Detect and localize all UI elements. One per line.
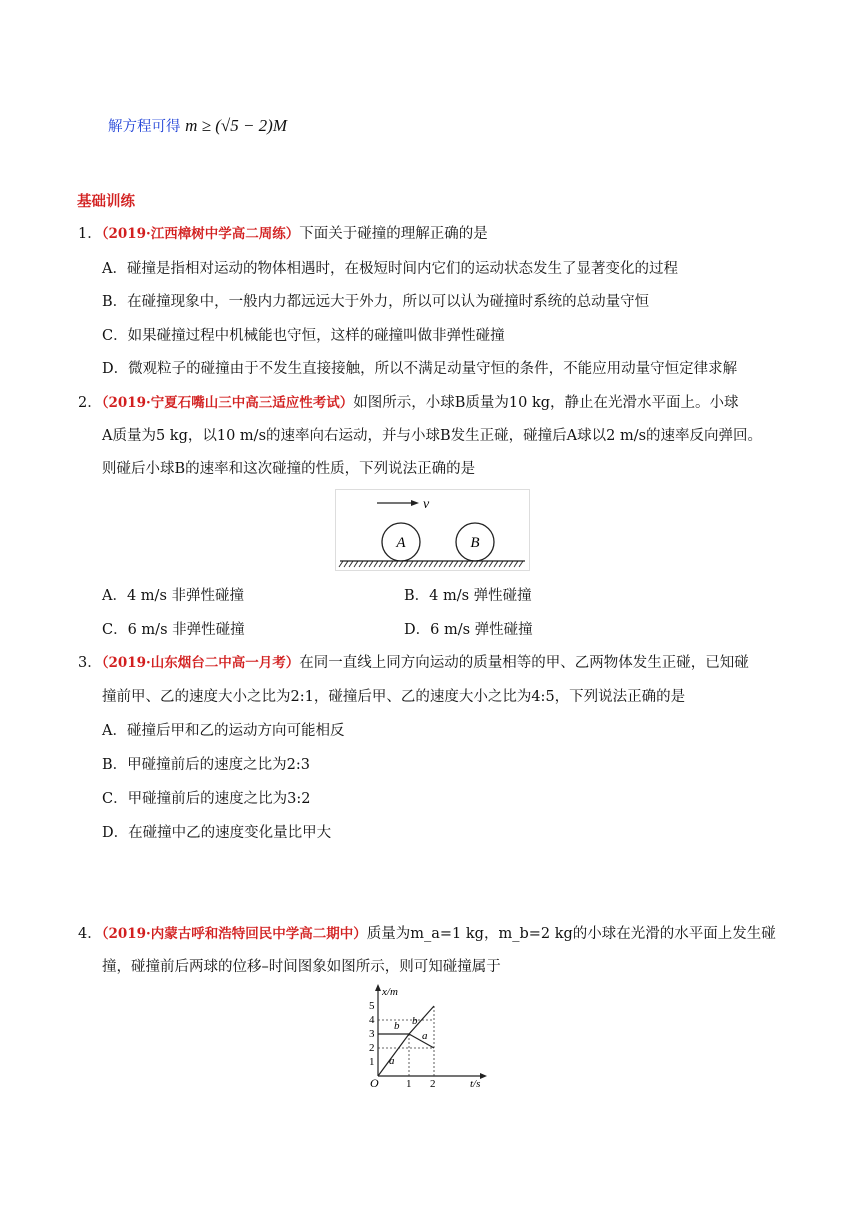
question-3-stem-line2: 撞前甲、乙的速度大小之比为2:1，碰撞后甲、乙的速度大小之比为4:5，下列说法正确的是 <box>102 689 686 705</box>
q3-option-b[interactable]: B．甲碰撞前后的速度之比为2:3 <box>102 757 310 773</box>
question-4-stem-line2: 撞，碰撞前后两球的位移–时间图象如图所示，则可知碰撞属于 <box>102 959 501 975</box>
y-tick: 2 <box>369 1042 375 1054</box>
x-axis-label: t/s <box>470 1078 481 1089</box>
collision-figure <box>335 489 530 571</box>
question-text: 质量为m_a=1 kg，m_b=2 kg的小球在光滑的水平面上发生碰 <box>366 926 776 942</box>
question-3-stem-line1 <box>78 651 749 672</box>
q3-option-c[interactable]: C．甲碰撞前后的速度之比为3:2 <box>102 791 311 807</box>
question-text: 如图所示，小球B质量为10 kg，静止在光滑水平面上。小球 <box>353 395 739 411</box>
q2-option-c[interactable]: C．6 m/s 非弹性碰撞 <box>102 622 245 638</box>
question-source: （2019·山东烟台二中高一月考） <box>101 655 300 671</box>
q1-option-d[interactable]: D．微观粒子的碰撞由于不发生直接接触，所以不满足动量守恒的条件，不能应用动量守恒定律求解 <box>102 361 738 377</box>
curve-label: a <box>389 1055 395 1067</box>
q1-option-c[interactable]: C．如果碰撞过程中机械能也守恒，这样的碰撞叫做非弹性碰撞 <box>102 328 505 344</box>
q3-option-d[interactable]: D．在碰撞中乙的速度变化量比甲大 <box>102 825 332 841</box>
question-4-stem-line1 <box>78 922 776 943</box>
q1-option-a[interactable]: A．碰撞是指相对运动的物体相遇时，在极短时间内它们的运动状态发生了显著变化的过程 <box>102 261 678 277</box>
question-source: （2019·江西樟树中学高二周练） <box>101 226 300 242</box>
y-tick: 4 <box>369 1014 375 1026</box>
ball-b-label: B <box>470 535 480 551</box>
question-number: 3． <box>78 655 102 671</box>
velocity-label: v <box>423 497 430 512</box>
displacement-time-graph <box>362 983 492 1089</box>
question-number: 1． <box>78 226 102 242</box>
q3-option-a[interactable]: A．碰撞后甲和乙的运动方向可能相反 <box>102 723 345 739</box>
q2-option-d[interactable]: D．6 m/s 弹性碰撞 <box>404 622 533 638</box>
q1-option-b[interactable]: B．在碰撞现象中，一般内力都远远大于外力，所以可以认为碰撞时系统的总动量守恒 <box>102 294 650 310</box>
curve-label: a <box>422 1030 428 1042</box>
question-2-stem-line1 <box>78 391 739 412</box>
question-number: 4． <box>78 926 102 942</box>
x-tick: 1 <box>406 1078 412 1089</box>
y-tick: 5 <box>369 1000 375 1012</box>
q2-option-b[interactable]: B．4 m/s 弹性碰撞 <box>404 588 532 604</box>
question-2-stem-line2: A质量为5 kg，以10 m/s的速率向右运动，并与小球B发生正碰，碰撞后A球以2 m/s的速率反向弹回。 <box>102 428 763 444</box>
y-tick: 1 <box>369 1056 375 1068</box>
solution-prefix: 解方程可得 <box>108 119 181 135</box>
section-title: 基础训练 <box>77 194 135 210</box>
origin-label: O <box>370 1076 379 1089</box>
solution-line <box>108 115 287 136</box>
solution-formula: m ≥ (√5 − 2)M <box>185 116 288 135</box>
question-text: 在同一直线上同方向运动的质量相等的甲、乙两物体发生正碰，已知碰 <box>299 655 749 671</box>
question-2-stem-line3: 则碰后小球B的速率和这次碰撞的性质，下列说法正确的是 <box>102 461 476 477</box>
curve-label: b <box>394 1020 400 1032</box>
curve-label: b <box>412 1015 418 1027</box>
question-source: （2019·宁夏石嘴山三中高三适应性考试） <box>101 395 354 411</box>
ball-a-label: A <box>396 535 406 551</box>
q2-option-a[interactable]: A．4 m/s 非弹性碰撞 <box>102 588 244 604</box>
question-1-stem <box>78 222 488 243</box>
y-tick: 3 <box>369 1028 375 1040</box>
question-number: 2． <box>78 395 102 411</box>
y-axis-label: x/m <box>382 986 398 998</box>
x-tick: 2 <box>430 1078 436 1089</box>
question-source: （2019·内蒙古呼和浩特回民中学高二期中） <box>101 926 367 942</box>
question-text: 下面关于碰撞的理解正确的是 <box>299 226 488 242</box>
